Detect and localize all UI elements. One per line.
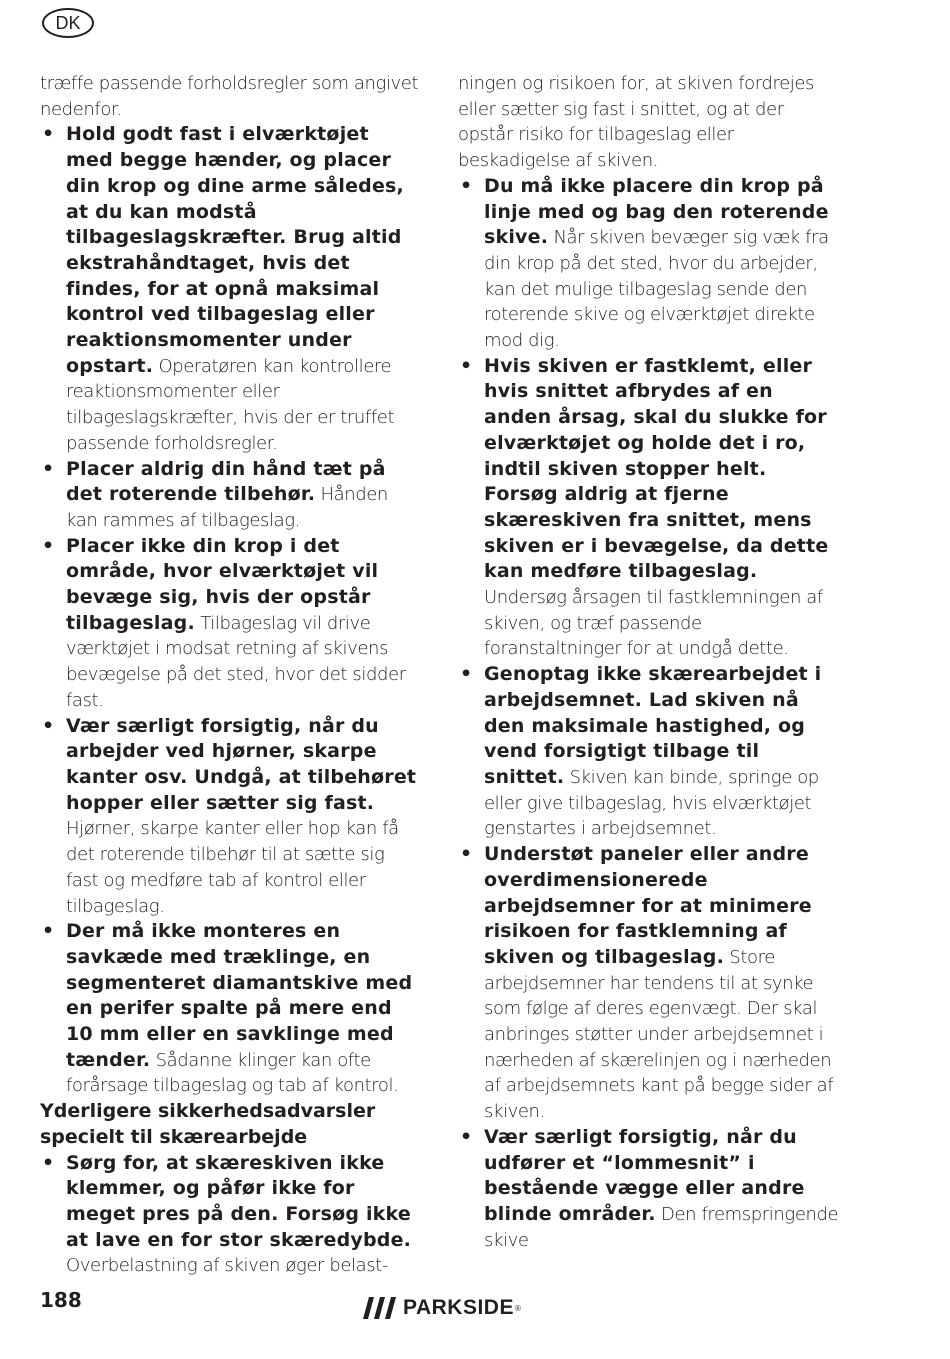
bullet-icon: • — [460, 174, 473, 197]
warning-text: Hjørner, skarpe kanter eller hop kan få det roterende tilbehør til at sætte sig fast og medføre tab af kontrol eller tilbageslag. — [66, 818, 399, 917]
triple-slash-icon — [363, 1297, 397, 1319]
list-item — [40, 534, 420, 714]
brand-name: PARKSIDE — [403, 1296, 514, 1319]
warning-lead: Genoptag ikke skærearbejdet i arbejdsemnet. Lad skiven nå den maksimale hastighed, og vend forsigtigt tilbage til snittet. — [484, 663, 822, 788]
right-column — [458, 71, 840, 1253]
list-item — [458, 662, 840, 842]
warning-lead: Hvis skiven er fastklemt, eller hvis snittet afbrydes af en anden årsag, skal du slukke for elværktøjet og holde det i ro, indtil skiven stopper helt. Forsøg aldrig at fjerne skæreskiven fra snittet, mens skiven er i bevægelse, da dette kan medføre tilbageslag. — [484, 354, 829, 583]
safety-list-3 — [458, 174, 840, 1254]
list-item — [458, 842, 840, 1125]
warning-lead: Du må ikke placere din krop på linje med og bag den roterende skive. — [484, 174, 829, 249]
continuation-paragraph: ningen og risikoen for, at skiven fordrejes eller sætter sig fast i snittet, og at der opstår risiko for tilbageslag eller beskadigelse af skiven. — [458, 73, 814, 172]
bullet-icon: • — [460, 843, 473, 866]
warning-lead: Hold godt fast i elværktøjet med begge hænder, og placer din krop og dine arme således, at du kan modstå tilbageslagskræfter. Brug altid ekstrahåndtaget, hvis det findes, for at opnå maksimal kontrol ved tilbageslag eller reaktionsmomenter under opstart. — [66, 123, 404, 377]
bullet-icon: • — [460, 663, 473, 686]
warning-lead: Vær særligt forsigtig, når du arbejder ved hjørner, skarpe kanter osv. Undgå, at tilbehøret hopper eller sætter sig fast. — [66, 714, 417, 814]
bullet-icon: • — [42, 534, 55, 557]
warning-text: Store arbejdsemner har tendens til at synke som følge af deres egenvægt. Der skal anbringes støtter under arbejdsemnet i nærheden af skærelinjen og i nærheden af arbejdsemnets kant på begge sider af skiven. — [484, 946, 834, 1123]
warning-text: Operatøren kan kontrollere reaktionsmomenter eller tilbageslagskræfter, hvis der er truffet passende forholdsregler. — [66, 355, 395, 454]
list-item — [40, 714, 420, 920]
page-number: 188 — [40, 1288, 82, 1312]
warning-text: Tilbageslag vil drive værktøjet i modsat retning af skivens bevægelse på det sted, hvor det sidder fast. — [66, 612, 406, 711]
intro-paragraph: træffe passende forholdsregler som angivet nedenfor. — [40, 73, 419, 120]
warning-text: Den fremspringende skive — [484, 1203, 839, 1251]
left-column — [40, 71, 420, 1279]
bullet-icon: • — [42, 457, 55, 480]
list-item — [40, 1151, 420, 1280]
brand-logo — [363, 1293, 521, 1323]
warning-lead: Understøt paneler eller andre overdimensionerede arbejdsemner for at minimere risikoen for fastklemning af skiven og tilbageslag. — [484, 843, 812, 968]
warning-text: Overbelastning af skiven øger belast- — [66, 1255, 389, 1277]
bullet-icon: • — [42, 714, 55, 737]
warning-text: Skiven kan binde, springe op eller give tilbageslag, hvis elværktøjet genstartes i arbejdsemnet. — [484, 766, 819, 840]
warning-lead: Placer ikke din krop i det område, hvor elværktøjet vil bevæge sig, hvis der opstår tilbageslag. — [66, 534, 379, 634]
list-item — [40, 122, 420, 456]
warning-lead: Der må ikke monteres en savkæde med træklinge, en segmenteret diamantskive med en perifer spalte på mere end 10 mm eller en savklinge med tænder. — [66, 920, 413, 1071]
warning-text: Når skiven bevæger sig væk fra din krop på det sted, hvor du arbejder, kan det mulige tilbageslag sende den roterende skive og elværktøjet direkte mod dig. — [484, 227, 829, 352]
bullet-icon: • — [460, 1125, 473, 1148]
safety-list-1 — [40, 122, 420, 1099]
warning-lead: Placer aldrig din hånd tæt på det roterende tilbehør. — [66, 457, 386, 506]
registered-mark: ® — [514, 1303, 521, 1313]
list-item — [40, 919, 420, 1099]
list-item — [458, 354, 840, 662]
bullet-icon: • — [42, 123, 55, 146]
warning-text: Hånden kan rammes af tilbageslag. — [66, 484, 388, 531]
bullet-icon: • — [42, 920, 55, 943]
bullet-icon: • — [42, 1151, 55, 1174]
list-item — [40, 457, 420, 534]
section-heading: Yderligere sikkerhedsadvarsler specielt til skærearbejde — [40, 1100, 376, 1148]
list-item — [458, 174, 840, 354]
warning-lead: Vær særligt forsigtig, når du udfører et “lommesnit” i bestående vægge eller andre blinde områder. — [484, 1125, 805, 1225]
bullet-icon: • — [460, 354, 473, 377]
language-badge: DK — [42, 8, 94, 38]
safety-list-2 — [40, 1151, 420, 1280]
warning-text: Sådanne klinger kan ofte forårsage tilbageslag og tab af kontrol. — [66, 1049, 399, 1097]
list-item — [458, 1125, 840, 1254]
warning-lead: Sørg for, at skæreskiven ikke klemmer, og påfør ikke for meget pres på den. Forsøg ikke at lave en for stor skæredybde. — [66, 1151, 412, 1251]
warning-text: Undersøg årsagen til fastklemningen af skiven, og træf passende foranstaltninger for at undgå dette. — [484, 587, 823, 660]
